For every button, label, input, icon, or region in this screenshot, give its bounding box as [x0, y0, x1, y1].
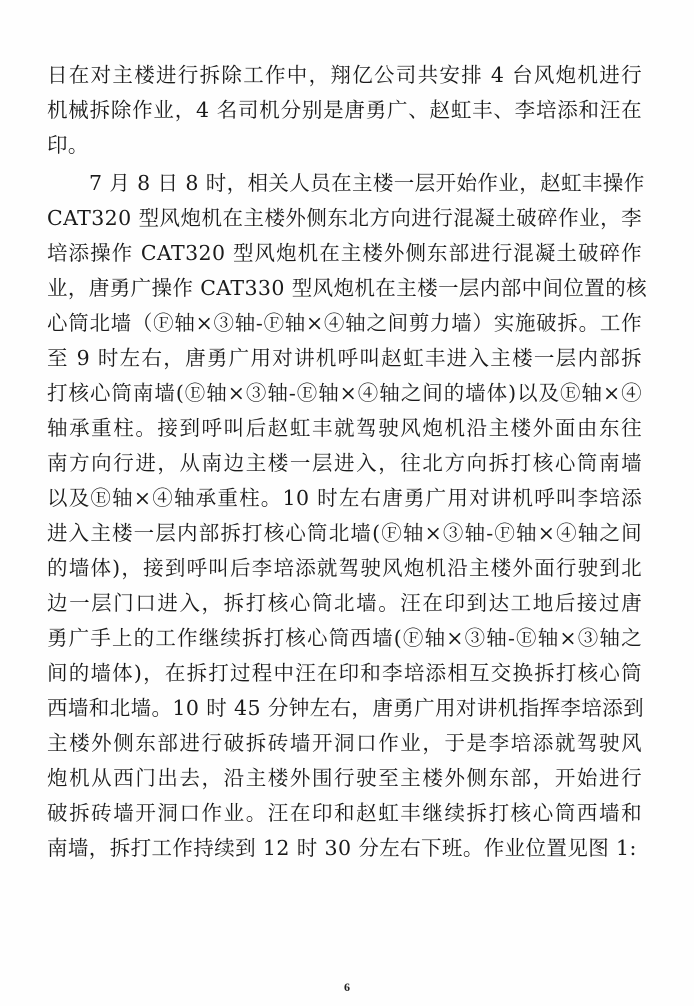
- paragraph-1: [47, 58, 642, 163]
- text-line: CAT320 型风炮机在主楼外侧东北方向进行混凝土破碎作业，李: [47, 206, 642, 230]
- text-line: 以及Ⓔ轴×④轴承重柱。10 时左右唐勇广用对讲机呼叫李培添: [47, 486, 642, 510]
- page-number: 6: [344, 980, 350, 994]
- text-line: 打核心筒南墙(Ⓔ轴×③轴-Ⓔ轴×④轴之间的墙体)以及Ⓔ轴×④: [47, 381, 642, 405]
- text-line: 炮机从西门出去，沿主楼外围行驶至主楼外侧东部，开始进行: [47, 766, 642, 790]
- text-line: 机械拆除作业，4 名司机分别是唐勇广、赵虹丰、李培添和汪在: [47, 98, 642, 122]
- text-line: 业，唐勇广操作 CAT330 型风炮机在主楼一层内部中间位置的核: [47, 276, 648, 300]
- text-line: 的墙体)，接到呼叫后李培添就驾驶风炮机沿主楼外面行驶到北: [47, 556, 642, 580]
- text-line: 至 9 时左右，唐勇广用对讲机呼叫赵虹丰进入主楼一层内部拆: [47, 346, 642, 370]
- text-line: 南方向行进，从南边主楼一层进入，往北方向拆打核心筒南墙: [47, 451, 642, 475]
- text-line: 主楼外侧东部进行破拆砖墙开洞口作业，于是李培添就驾驶风: [47, 731, 642, 755]
- text-line: 轴承重柱。接到呼叫后赵虹丰就驾驶风炮机沿主楼外面由东往: [47, 416, 642, 440]
- text-line: 培添操作 CAT320 型风炮机在主楼外侧东部进行混凝土破碎作: [47, 241, 642, 265]
- paragraph-2: [47, 166, 648, 866]
- text-line: 南墙，拆打工作持续到 12 时 30 分左右下班。作业位置见图 1:: [47, 836, 637, 860]
- text-line: 7 月 8 日 8 时，相关人员在主楼一层开始作业，赵虹丰操作: [89, 171, 645, 195]
- text-line: 西墙和北墙。10 时 45 分钟左右，唐勇广用对讲机指挥李培添到: [47, 696, 645, 720]
- text-line: 边一层门口进入，拆打核心筒北墙。汪在印到达工地后接过唐: [47, 591, 642, 615]
- text-line: 勇广手上的工作继续拆打核心筒西墙(Ⓕ轴×③轴-Ⓔ轴×③轴之: [47, 626, 642, 650]
- text-line: 间的墙体)，在拆打过程中汪在印和李培添相互交换拆打核心筒: [47, 661, 642, 685]
- text-line: 印。: [47, 133, 89, 157]
- text-line: 进入主楼一层内部拆打核心筒北墙(Ⓕ轴×③轴-Ⓕ轴×④轴之间: [47, 521, 642, 545]
- text-line: 破拆砖墙开洞口作业。汪在印和赵虹丰继续拆打核心筒西墙和: [47, 801, 642, 825]
- text-line: 日在对主楼进行拆除工作中，翔亿公司共安排 4 台风炮机进行: [47, 63, 642, 87]
- body-text: [47, 58, 648, 866]
- text-line: 心筒北墙（Ⓕ轴×③轴-Ⓕ轴×④轴之间剪力墙）实施破拆。工作: [47, 311, 642, 335]
